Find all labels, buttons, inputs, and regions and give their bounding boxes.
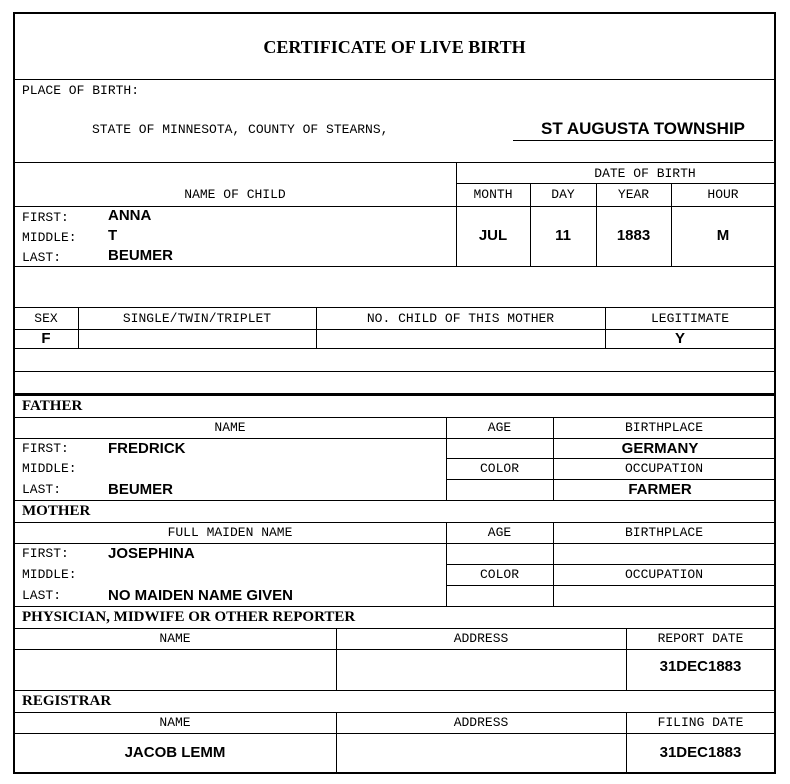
birth-month-value: JUL [478, 227, 508, 244]
father-first-value: FREDRICK [108, 440, 186, 457]
child-middle-value: T [108, 227, 118, 244]
physician-address-label: ADDRESS [453, 631, 509, 646]
mother-age-label: AGE [487, 525, 512, 540]
certificate-title: CERTIFICATE OF LIVE BIRTH [263, 37, 526, 57]
father-middle-label: MIDDLE: [22, 461, 77, 476]
rule-father-header [14, 438, 775, 439]
father-occupation-label: OCCUPATION [624, 461, 703, 476]
child-middle-label: MIDDLE: [22, 230, 77, 245]
registrar-address-label: ADDRESS [453, 715, 509, 730]
rule-mother-end [14, 606, 775, 607]
birth-year-value: 1883 [616, 227, 651, 244]
rule-mother-right-1 [446, 564, 775, 565]
rule-dob-header [456, 183, 775, 184]
legitimate-value: Y [674, 330, 685, 347]
report-date-value: 31DEC1883 [659, 658, 742, 675]
father-first-label: FIRST: [22, 441, 69, 456]
rule-info-header [14, 329, 775, 330]
mother-first-value: JOSEPHINA [108, 545, 195, 562]
sex-label: SEX [34, 311, 58, 326]
rule-father-title [14, 417, 775, 418]
township-value: ST AUGUSTA TOWNSHIP [541, 119, 745, 138]
mother-birthplace-label: BIRTHPLACE [624, 525, 703, 540]
rule-registrar-header [14, 733, 775, 734]
father-section-title: FATHER [22, 398, 83, 414]
birth-hour-value: M [716, 227, 730, 244]
father-birthplace-value: GERMANY [621, 440, 699, 457]
rule-blank-row [14, 371, 775, 372]
dob-header: DATE OF BIRTH [594, 166, 696, 181]
rule-physician-title [14, 628, 775, 629]
mother-occupation-label: OCCUPATION [624, 567, 703, 582]
rule-mother-title [14, 522, 775, 523]
child-first-value: ANNA [108, 207, 152, 224]
hour-label: HOUR [707, 187, 739, 202]
father-color-label: COLOR [479, 461, 519, 476]
rule-registrar-title [14, 712, 775, 713]
legitimate-label: LEGITIMATE [650, 311, 729, 326]
child-name-header: NAME OF CHILD [184, 187, 286, 202]
col-dob-left [456, 163, 457, 267]
registrar-name-label: NAME [159, 715, 191, 730]
physician-name-label: NAME [159, 631, 191, 646]
mother-color-label: COLOR [479, 567, 519, 582]
filing-date-value: 31DEC1883 [659, 744, 742, 761]
father-age-label: AGE [487, 420, 512, 435]
mother-last-value: NO MAIDEN NAME GIVEN [108, 587, 294, 604]
mother-first-label: FIRST: [22, 546, 69, 561]
rule-info-values [14, 348, 775, 349]
filing-date-label: FILING DATE [657, 715, 744, 730]
township-underline [513, 140, 773, 141]
rule-mother-right-2 [446, 585, 775, 586]
rule-father-right-1 [446, 458, 775, 459]
day-label: DAY [551, 187, 575, 202]
child-last-value: BEUMER [108, 247, 174, 264]
multiples-label: SINGLE/TWIN/TRIPLET [122, 311, 272, 326]
rule-under-place [14, 162, 775, 163]
mother-middle-label: MIDDLE: [22, 567, 77, 582]
child-number-label: NO. CHILD OF THIS MOTHER [366, 311, 555, 326]
rule-under-title [14, 79, 775, 80]
month-label: MONTH [473, 187, 513, 202]
father-birthplace-label: BIRTHPLACE [624, 420, 703, 435]
rule-under-child-name [14, 266, 775, 267]
rule-mother-header [14, 543, 775, 544]
rule-physician-end [14, 690, 775, 691]
year-label: YEAR [617, 187, 650, 202]
child-first-label: FIRST: [22, 210, 69, 225]
state-county-text: STATE OF MINNESOTA, COUNTY OF STEARNS, [92, 122, 389, 137]
registrar-section-title: REGISTRAR [22, 693, 112, 709]
sex-value: F [41, 330, 51, 347]
father-occupation-value: FARMER [628, 481, 692, 498]
rule-father-right-2 [446, 479, 775, 480]
registrar-name-value: JACOB LEMM [124, 744, 226, 761]
place-of-birth-label: PLACE OF BIRTH: [22, 83, 140, 98]
mother-section-title: MOTHER [22, 503, 91, 519]
father-name-label: NAME [214, 420, 246, 435]
father-last-label: LAST: [22, 482, 62, 497]
birth-day-value: 11 [555, 227, 571, 244]
rule-physician-header [14, 649, 775, 650]
report-date-label: REPORT DATE [657, 631, 744, 646]
rule-thick-before-father [14, 393, 775, 396]
physician-section-title: PHYSICIAN, MIDWIFE OR OTHER REPORTER [22, 609, 356, 625]
rule-above-info [14, 307, 775, 308]
mother-name-label: FULL MAIDEN NAME [167, 525, 293, 540]
child-last-label: LAST: [22, 250, 62, 265]
mother-last-label: LAST: [22, 588, 62, 603]
father-last-value: BEUMER [108, 481, 174, 498]
rule-father-end [14, 500, 775, 501]
